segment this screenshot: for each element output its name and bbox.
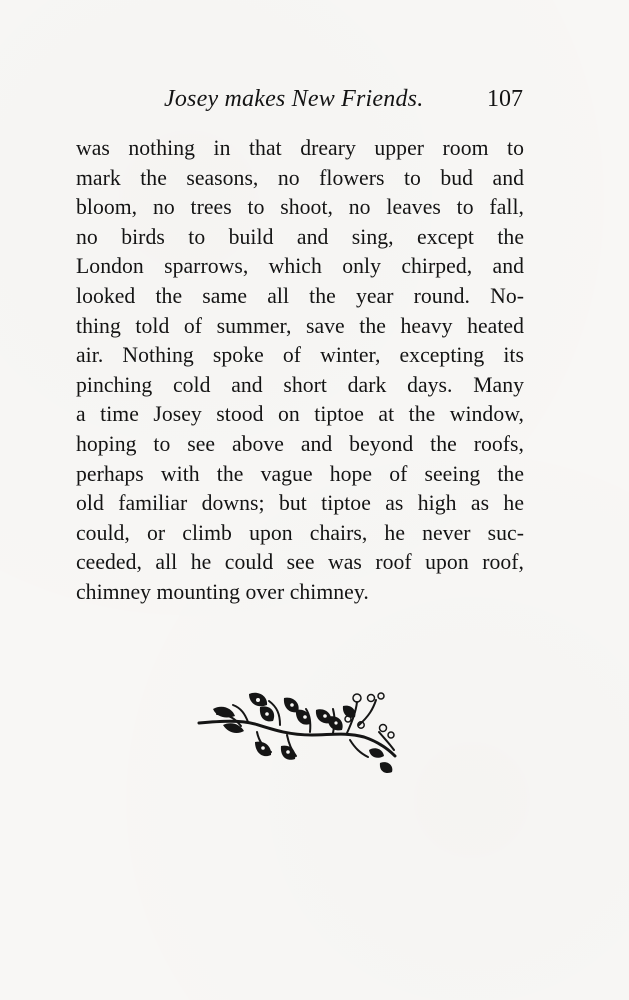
- text-line: bloom, no trees to shoot, no leaves to fall,: [76, 195, 524, 220]
- text-line: London sparrows, which only chirped, and: [76, 254, 524, 279]
- text-line: old familiar downs; but tiptoe as high as he: [76, 491, 524, 516]
- text-line: no birds to build and sing, except the: [76, 224, 524, 249]
- floral-sprig-icon: [197, 690, 402, 780]
- text-line: a time Josey stood on tiptoe at the window,: [76, 402, 524, 427]
- text-line: could, or climb upon chairs, he never suc-: [76, 520, 524, 545]
- text-line: was nothing in that dreary upper room to: [76, 136, 524, 160]
- page-header: [0, 84, 629, 118]
- text-line: looked the same all the year round. No-: [76, 283, 524, 308]
- text-line: pinching cold and short dark days. Many: [76, 372, 524, 397]
- body-text: [76, 134, 524, 608]
- text-line: chimney mounting over chimney.: [76, 579, 369, 604]
- text-line: hoping to see above and beyond the roofs,: [76, 431, 524, 456]
- text-line: mark the seasons, no flowers to bud and: [76, 165, 524, 190]
- running-title: Josey makes New Friends.: [164, 86, 424, 112]
- text-line: perhaps with the vague hope of seeing the: [76, 461, 524, 486]
- text-line: thing told of summer, save the heavy heated: [76, 313, 524, 338]
- text-line: air. Nothing spoke of winter, excepting its: [76, 343, 524, 368]
- text-line: ceeded, all he could see was roof upon roof,: [76, 550, 524, 575]
- page-number: 107: [487, 86, 523, 112]
